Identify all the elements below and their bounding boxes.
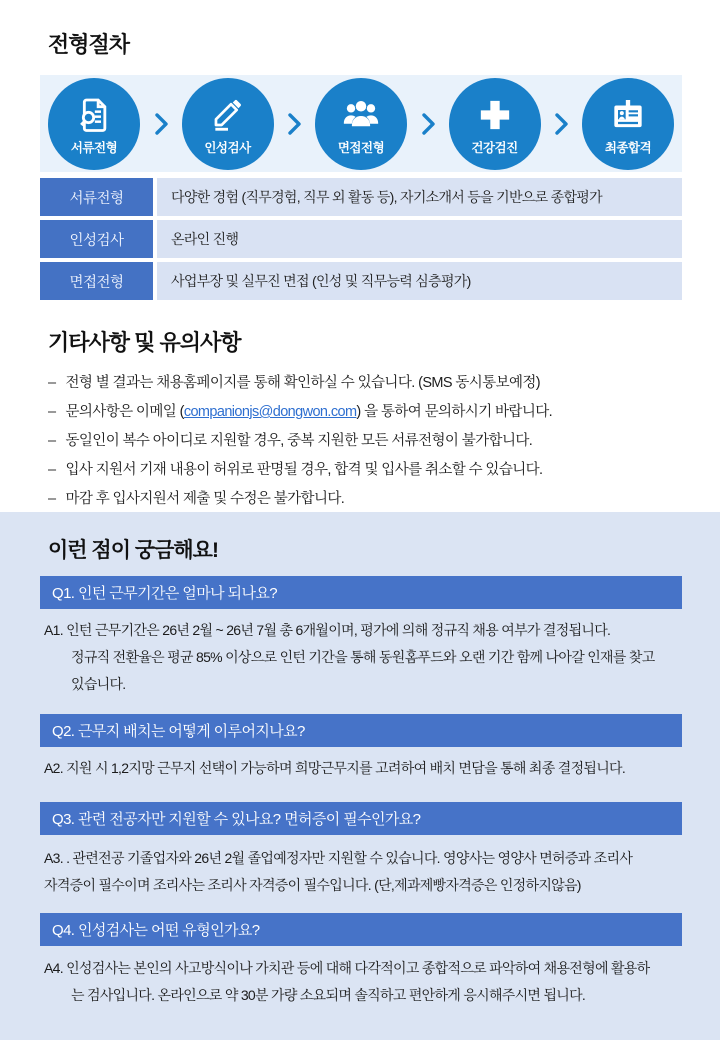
- email-link[interactable]: companionjs@dongwon.com: [183, 404, 357, 420]
- chevron-right-icon: [140, 109, 182, 139]
- id-card-icon: [608, 93, 648, 137]
- answer-line: 자격증이 필수이며 조리사는 조리사 자격증이 필수입니다. (단,제과제빵자격증은 인정하지않음): [44, 877, 581, 893]
- process-section: [0, 0, 720, 512]
- chevron-right-icon: [407, 109, 449, 139]
- answer-line: A4. 인성검사는 본인의 사고방식이나 가치관 등에 대해 다각적이고 종합적으로 파악하여 채용전형에 활용하: [44, 960, 650, 976]
- row-description: 다양한 경험 (직무경험, 직무 외 활동 등), 자기소개서 등을 기반으로 종합평가: [157, 178, 682, 216]
- step-label: 인성검사: [204, 141, 251, 155]
- faq-question-bar: Q4. 인성검사는 어떤 유형인가요?: [40, 913, 682, 946]
- answer-line: A1. 인턴 근무기간은 26년 2월 ~ 26년 7월 총 6개월이며, 평가에 의해 정규직 채용 여부가 결정됩니다.: [44, 622, 611, 638]
- faq-answer: [44, 845, 720, 899]
- row-description: 사업부장 및 실무진 면접 (인성 및 직무능력 심층평가): [157, 262, 682, 300]
- pencil-icon: [209, 93, 247, 137]
- note-item-email: [48, 398, 720, 427]
- faq-section: [0, 512, 720, 1040]
- note-email-suffix: ) 을 통하여 문의하시기 바랍니다.: [356, 404, 553, 420]
- note-item: – 입사 지원서 기재 내용이 허위로 판명될 경우, 합격 및 입사를 취소할 수 있습니다.: [48, 456, 720, 485]
- process-title: 전형절차: [48, 32, 130, 57]
- note-item: – 전형 별 결과는 채용홈페이지를 통해 확인하실 수 있습니다. (SMS 동시통보예정): [48, 369, 720, 398]
- faq-question-bar: Q1. 인턴 근무기간은 얼마나 되나요?: [40, 576, 682, 609]
- notes-title: 기타사항 및 유의사항: [48, 330, 241, 355]
- step-final-pass: [582, 78, 674, 170]
- answer-line: 있습니다.: [71, 676, 126, 692]
- step-health-check: [449, 78, 541, 170]
- chevron-right-icon: [541, 109, 583, 139]
- step-label: 최종합격: [604, 141, 652, 155]
- table-row: [40, 262, 682, 300]
- note-item: – 마감 후 입사지원서 제출 및 수정은 불가합니다.: [48, 485, 720, 512]
- faq-answer: [44, 617, 720, 698]
- process-steps-band: [40, 75, 682, 172]
- faq-question-bar: Q2. 근무지 배치는 어떻게 이루어지나요?: [40, 714, 682, 747]
- row-label: 인성검사: [40, 220, 153, 258]
- answer-line: 정규직 전환율은 평균 85% 이상으로 인턴 기간을 통해 동원홈푸드와 오랜 기간 함께 나아갈 인재를 찾고: [71, 649, 655, 665]
- step-personality-test: [182, 78, 274, 170]
- document-search-icon: [74, 93, 114, 137]
- process-detail-table: [40, 178, 682, 300]
- row-description: 온라인 진행: [157, 220, 682, 258]
- faq-answer: [44, 755, 720, 782]
- answer-line: A3. . 관련전공 기졸업자와 26년 2월 졸업예정자만 지원할 수 있습니다. 영양사는 영양사 면허증과 조리사: [44, 850, 633, 866]
- table-row: [40, 178, 682, 216]
- people-group-icon: [340, 93, 382, 137]
- medical-cross-icon: [475, 93, 515, 137]
- note-email-prefix: 문의사항은 이메일 (: [65, 404, 184, 420]
- step-document-screening: [48, 78, 140, 170]
- row-label: 면접전형: [40, 262, 153, 300]
- notes-list: [48, 369, 720, 512]
- faq-title: 이런 점이 궁금해요!: [48, 539, 218, 562]
- faq-question-bar: Q3. 관련 전공자만 지원할 수 있나요? 면허증이 필수인가요?: [40, 802, 682, 835]
- step-label: 건강검진: [471, 141, 518, 155]
- note-item: – 동일인이 복수 아이디로 지원할 경우, 중복 지원한 모든 서류전형이 불가합니다.: [48, 427, 720, 456]
- step-label: 서류전형: [70, 141, 118, 155]
- step-interview: [315, 78, 407, 170]
- answer-line: 는 검사입니다. 온라인으로 약 30분 가량 소요되며 솔직하고 편안하게 응시해주시면 됩니다.: [71, 987, 586, 1003]
- answer-line: A2. 지원 시 1,2지망 근무지 선택이 가능하며 희망근무지를 고려하여 배치 면담을 통해 최종 결정됩니다.: [44, 760, 626, 776]
- step-label: 면접전형: [337, 141, 385, 155]
- table-row: [40, 220, 682, 258]
- chevron-right-icon: [274, 109, 316, 139]
- faq-answer: [44, 955, 720, 1009]
- row-label: 서류전형: [40, 178, 153, 216]
